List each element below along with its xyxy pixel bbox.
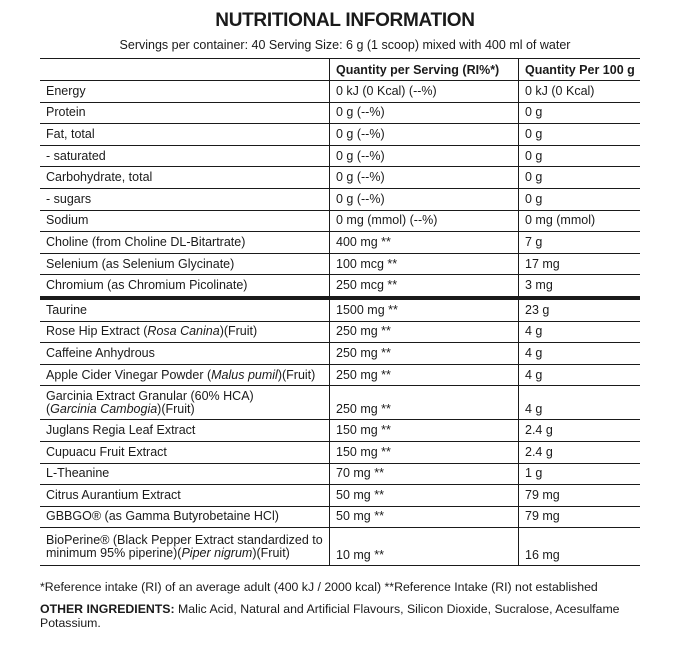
nutrient-name: Garcinia Extract Granular (60% HCA) (Garcinia Cambogia)(Fruit) — [40, 386, 330, 420]
quantity-per-serving: 50 mg ** — [330, 506, 519, 528]
quantity-per-serving: 0 kJ (0 Kcal) (--%) — [330, 81, 519, 103]
quantity-per-serving: 0 g (--%) — [330, 145, 519, 167]
table-row — [40, 124, 640, 146]
quantity-per-100g: 1 g — [519, 463, 641, 485]
nutrient-name: Apple Cider Vinegar Powder (Malus pumil)(Fruit) — [40, 364, 330, 386]
nutrient-name: BioPerine® (Black Pepper Extract standardized to minimum 95% piperine)(Piper nigrum)(Fruit) — [40, 528, 330, 566]
table-row — [40, 420, 640, 442]
quantity-per-100g: 4 g — [519, 343, 641, 365]
nutrition-table — [40, 58, 640, 566]
quantity-per-100g: 23 g — [519, 298, 641, 321]
other-ingredients — [40, 602, 650, 630]
table-row — [40, 441, 640, 463]
table-row — [40, 485, 640, 507]
table-row — [40, 102, 640, 124]
quantity-per-serving: 0 mg (mmol) (--%) — [330, 210, 519, 232]
quantity-per-100g: 2.4 g — [519, 420, 641, 442]
header-per100: Quantity Per 100 g — [519, 59, 641, 81]
quantity-per-100g: 2.4 g — [519, 441, 641, 463]
other-ingredients-label: OTHER INGREDIENTS: — [40, 602, 175, 616]
nutrient-name: Rose Hip Extract (Rosa Canina)(Fruit) — [40, 321, 330, 343]
table-row — [40, 463, 640, 485]
nutrient-name: Juglans Regia Leaf Extract — [40, 420, 330, 442]
other-ingredients-text: Malic Acid, Natural and Artificial Flavours, Silicon Dioxide, Sucralose, Acesulfame Potassium. — [40, 602, 620, 630]
quantity-per-100g: 0 kJ (0 Kcal) — [519, 81, 641, 103]
quantity-per-serving: 0 g (--%) — [330, 124, 519, 146]
quantity-per-100g: 79 mg — [519, 485, 641, 507]
table-row — [40, 210, 640, 232]
nutrient-name: Chromium (as Chromium Picolinate) — [40, 275, 330, 298]
quantity-per-serving: 1500 mg ** — [330, 298, 519, 321]
quantity-per-100g: 79 mg — [519, 506, 641, 528]
table-row — [40, 528, 640, 566]
table-row — [40, 188, 640, 210]
table-row — [40, 275, 640, 298]
quantity-per-serving: 100 mcg ** — [330, 253, 519, 275]
quantity-per-100g: 0 g — [519, 124, 641, 146]
nutrient-name: GBBGO® (as Gamma Butyrobetaine HCl) — [40, 506, 330, 528]
quantity-per-serving: 250 mg ** — [330, 343, 519, 365]
quantity-per-100g: 16 mg — [519, 528, 641, 566]
table-row — [40, 81, 640, 103]
nutrient-name: Sodium — [40, 210, 330, 232]
table-row — [40, 506, 640, 528]
nutrient-name: - sugars — [40, 188, 330, 210]
nutrient-name: Choline (from Choline DL-Bitartrate) — [40, 232, 330, 254]
nutrient-name: Carbohydrate, total — [40, 167, 330, 189]
nutrient-name: Selenium (as Selenium Glycinate) — [40, 253, 330, 275]
table-row — [40, 232, 640, 254]
quantity-per-100g: 7 g — [519, 232, 641, 254]
quantity-per-serving: 250 mg ** — [330, 321, 519, 343]
table-row — [40, 145, 640, 167]
quantity-per-100g: 4 g — [519, 321, 641, 343]
header-serving: Quantity per Serving (RI%*) — [330, 59, 519, 81]
quantity-per-100g: 0 g — [519, 167, 641, 189]
quantity-per-100g: 0 g — [519, 188, 641, 210]
nutrient-name: Protein — [40, 102, 330, 124]
nutrient-name: Citrus Aurantium Extract — [40, 485, 330, 507]
quantity-per-100g: 4 g — [519, 386, 641, 420]
quantity-per-serving: 70 mg ** — [330, 463, 519, 485]
nutrient-name: - saturated — [40, 145, 330, 167]
nutrient-name: L-Theanine — [40, 463, 330, 485]
nutrient-name: Taurine — [40, 298, 330, 321]
quantity-per-serving: 250 mg ** — [330, 386, 519, 420]
page-title: NUTRITIONAL INFORMATION — [215, 10, 475, 31]
nutrient-name: Fat, total — [40, 124, 330, 146]
quantity-per-100g: 4 g — [519, 364, 641, 386]
quantity-per-serving: 250 mcg ** — [330, 275, 519, 298]
nutrient-name: Energy — [40, 81, 330, 103]
quantity-per-100g: 3 mg — [519, 275, 641, 298]
table-row — [40, 298, 640, 321]
servings-info: Servings per container: 40 Serving Size: 6 g (1 scoop) mixed with 400 ml of water — [119, 38, 571, 52]
quantity-per-serving: 400 mg ** — [330, 232, 519, 254]
quantity-per-100g: 0 g — [519, 102, 641, 124]
table-row — [40, 253, 640, 275]
table-row — [40, 321, 640, 343]
quantity-per-100g: 0 mg (mmol) — [519, 210, 641, 232]
footnote: *Reference intake (RI) of an average adult (400 kJ / 2000 kcal) **Reference Intake (RI) not established — [40, 580, 598, 594]
header-name — [40, 59, 330, 81]
quantity-per-serving: 0 g (--%) — [330, 167, 519, 189]
quantity-per-serving: 150 mg ** — [330, 441, 519, 463]
table-row — [40, 386, 640, 420]
quantity-per-100g: 0 g — [519, 145, 641, 167]
table-row — [40, 167, 640, 189]
table-row — [40, 343, 640, 365]
quantity-per-serving: 150 mg ** — [330, 420, 519, 442]
quantity-per-serving: 0 g (--%) — [330, 102, 519, 124]
nutrient-name: Cupuacu Fruit Extract — [40, 441, 330, 463]
quantity-per-100g: 17 mg — [519, 253, 641, 275]
quantity-per-serving: 50 mg ** — [330, 485, 519, 507]
quantity-per-serving: 250 mg ** — [330, 364, 519, 386]
table-header — [40, 59, 640, 81]
quantity-per-serving: 10 mg ** — [330, 528, 519, 566]
nutrient-name: Caffeine Anhydrous — [40, 343, 330, 365]
quantity-per-serving: 0 g (--%) — [330, 188, 519, 210]
table-row — [40, 364, 640, 386]
